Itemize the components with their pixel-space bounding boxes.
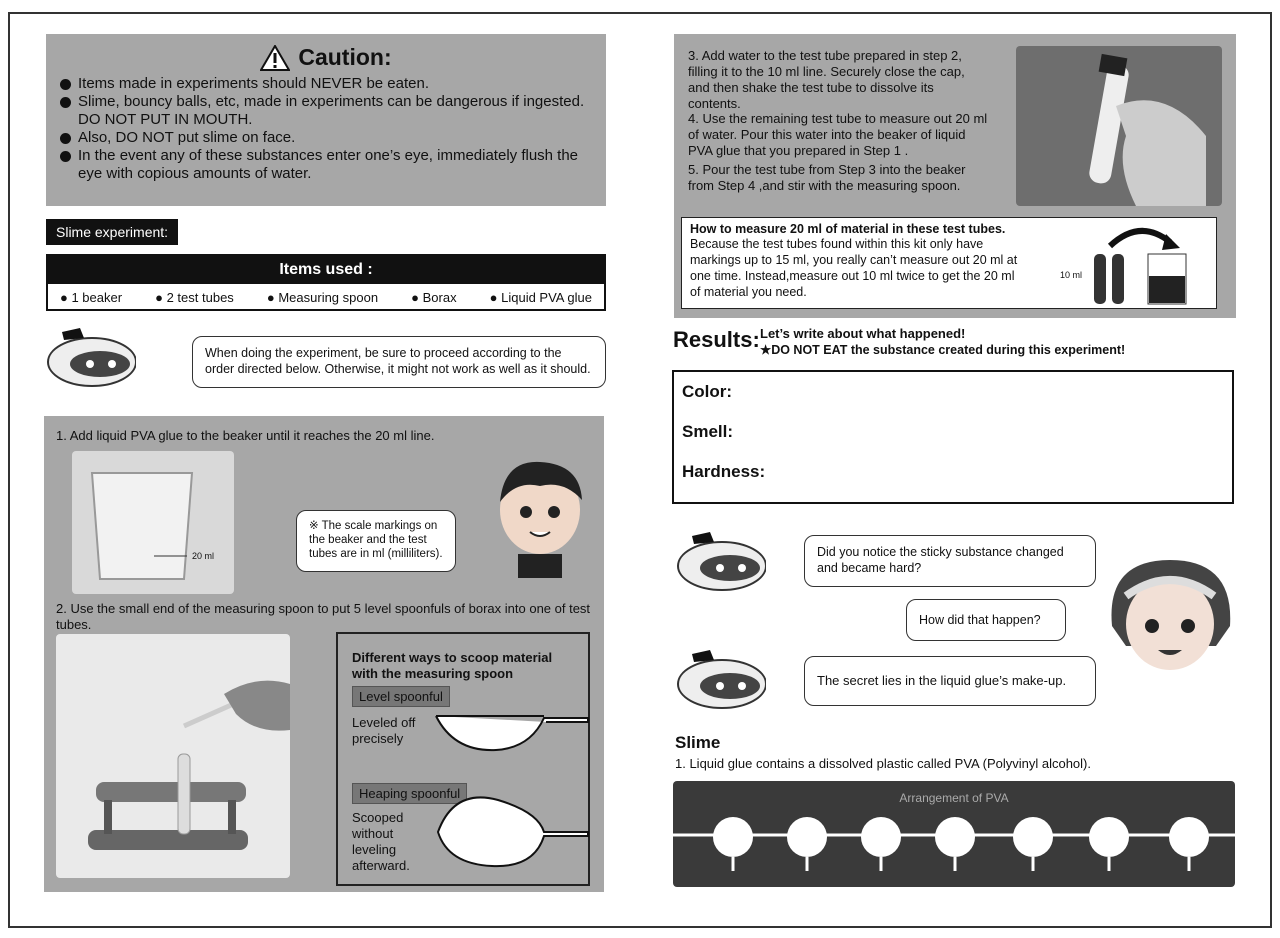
- items-used-box: [46, 254, 606, 311]
- item: ● Borax: [411, 290, 456, 305]
- pva-molecule-chain-icon: [673, 811, 1235, 881]
- level-spoonful-desc: Leveled off precisely: [352, 715, 416, 746]
- items-used-list: [48, 284, 604, 310]
- slime-heading: Slime: [675, 733, 721, 752]
- girl-character-icon: [1106, 556, 1236, 676]
- test-tube-rack-icon: [56, 634, 290, 878]
- pva-diagram: [673, 781, 1235, 887]
- test-tube-rack-photo: [56, 634, 290, 878]
- caution-item: Slime, bouncy balls, etc, made in experiments can be dangerous if ingested. DO NOT PUT IN MOUTH.: [60, 93, 592, 129]
- slime-point1: 1. Liquid glue contains a dissolved plastic called PVA (Polyvinyl alcohol).: [675, 756, 1091, 771]
- results-title: Results:: [673, 327, 760, 352]
- scoop-methods-box: [336, 632, 590, 886]
- warning-icon: [260, 45, 290, 71]
- item: ● Measuring spoon: [267, 290, 378, 305]
- shaking-tube-photo: [1016, 46, 1222, 206]
- color-field[interactable]: Color:: [682, 382, 733, 401]
- caution-title: Caution:: [298, 44, 392, 70]
- caution-heading: [60, 44, 592, 71]
- beaker-photo: [72, 451, 234, 594]
- robot-mascot-icon: [44, 326, 136, 388]
- item: ● Liquid PVA glue: [490, 290, 592, 305]
- step5-text: 5. Pour the test tube from Step 3 into the beaker from Step 4 ,and stir with the measuring spoon.: [688, 162, 966, 193]
- beaker-label: 20 ml: [192, 551, 215, 561]
- caution-item: In the event any of these substances enter one’s eye, immediately flush the eye with copious amounts of water.: [60, 147, 592, 183]
- hand-test-tube-icon: [1016, 46, 1222, 206]
- caution-item: Also, DO NOT put slime on face.: [60, 129, 592, 147]
- experiment-tag-label: Slime experiment:: [46, 219, 178, 245]
- item: ● 1 beaker: [60, 290, 122, 305]
- measure-text: Because the test tubes found within this kit only have markings up to 15 ml, you really can’t measure out 20 ml at one time. Instead,measure out 10 ml twice to get the 20 ml of material you need.: [690, 237, 1018, 299]
- girl-question-bubble: How did that happen?: [906, 599, 1066, 641]
- step1-text: 1. Add liquid PVA glue to the beaker until it reaches the 20 ml line.: [56, 428, 435, 443]
- item: ● 2 test tubes: [155, 290, 234, 305]
- caution-item: Items made in experiments should NEVER be eaten.: [60, 75, 592, 93]
- measure-title: How to measure 20 ml of material in these test tubes.: [690, 222, 1006, 236]
- scoop-title: Different ways to scoop material with the measuring spoon: [352, 650, 553, 681]
- level-spoon-icon: [434, 706, 590, 754]
- robot-mascot-icon: [674, 530, 766, 592]
- step3-text: 3. Add water to the test tube prepared in step 2, filling it to the 10 ml line. Securely close the cap, and then shake the test tube to dissolve its contents.: [688, 48, 965, 111]
- robot-mascot-icon: [674, 648, 766, 710]
- heaping-spoonful-desc: Scooped without leveling afterward.: [352, 810, 410, 873]
- robot-question-bubble: Did you notice the sticky substance changed and became hard?: [804, 535, 1096, 587]
- boy-character-icon: [494, 456, 586, 578]
- beaker-icon: [72, 451, 234, 594]
- pva-diagram-title: Arrangement of PVA: [899, 791, 1009, 805]
- caution-panel: [46, 34, 606, 206]
- level-spoonful-label: Level spoonful: [352, 686, 450, 707]
- tube-label: 10 ml: [1060, 270, 1083, 280]
- measure-tip-box: [681, 217, 1217, 309]
- pour-tubes-icon: [1090, 224, 1210, 306]
- robot-speech-bubble: When doing the experiment, be sure to proceed according to the order directed below. Otherwise, it might not work as well as it should.: [192, 336, 606, 388]
- results-form: [672, 370, 1234, 504]
- experiment-tag: [46, 219, 178, 245]
- scale-note-bubble: ※ The scale markings on the beaker and the test tubes are in ml (milliliters).: [296, 510, 456, 572]
- items-used-title: Items used :: [48, 256, 604, 284]
- step4-text: 4. Use the remaining test tube to measure out 20 ml of water. Pour this water into the beaker of liquid PVA glue that you prepared in Step 1 .: [688, 111, 988, 158]
- results-subtitle: Let’s write about what happened!: [760, 326, 966, 341]
- heaping-spoon-icon: [434, 792, 590, 872]
- hardness-field[interactable]: Hardness:: [682, 462, 766, 481]
- results-warning: ★DO NOT EAT the substance created during this experiment!: [760, 343, 1126, 357]
- heaping-spoonful-label: Heaping spoonful: [352, 783, 467, 804]
- robot-answer-bubble: The secret lies in the liquid glue’s make-up.: [804, 656, 1096, 706]
- smell-field[interactable]: Smell:: [682, 422, 734, 441]
- step2-text: 2. Use the small end of the measuring spoon to put 5 level spoonfuls of borax into one of test tubes.: [56, 601, 591, 632]
